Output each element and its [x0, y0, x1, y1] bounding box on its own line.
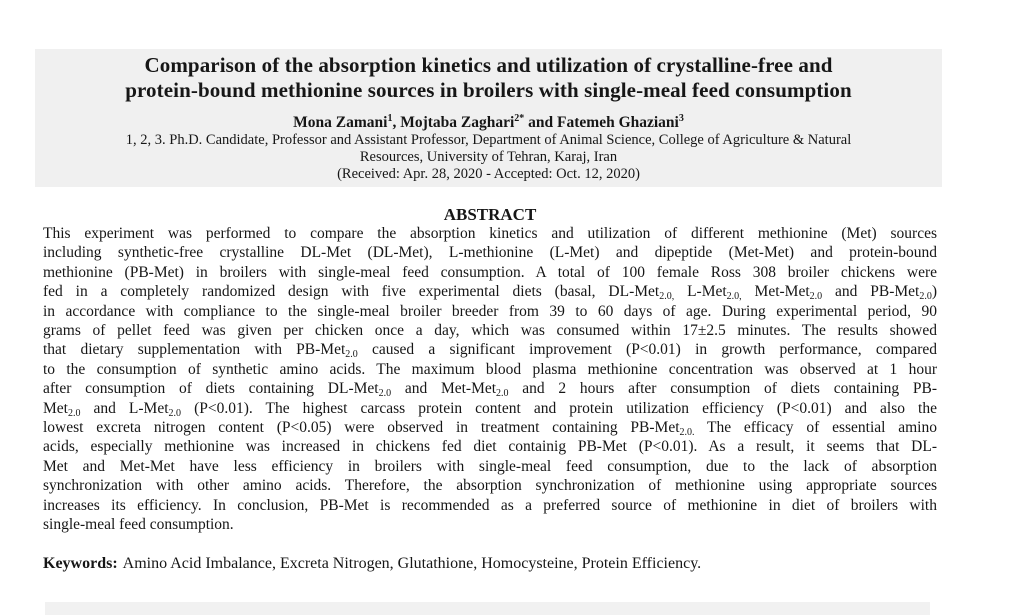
- abstract-line: fed in a completely randomized design with five experimental diets (basal, DL-Met$_{2.0,}$ L-Met$_{2.0,}$ Met-Met$_{2.0}$ and PB-Met$_{2.0}$): [43, 283, 938, 303]
- keywords-line: [43, 554, 937, 574]
- abstract-line: methionine (PB-Met) in broilers with single-meal feed consumption. A total of 100 female Ross 308 broiler chickens were: [43, 263, 937, 281]
- abstract-line: in accordance with compliance to the single-meal broiler breeder from 39 to 60 days of age. During experimental period, 90: [43, 302, 937, 320]
- abstract-line: This experiment was performed to compare the absorption kinetics and utilization of different methionine (Met) sources: [43, 225, 937, 242]
- abstract-line: increases its efficiency. In conclusion, PB-Met is recommended as a preferred source of methionine in diet of broilers with: [43, 496, 937, 514]
- abstract-body: [43, 224, 937, 535]
- abstract-line: single-meal feed consumption.: [43, 516, 234, 534]
- keywords-label: Keywords:: [43, 555, 118, 572]
- abstract-line: acids, especially methionine was increased in chickens fed diet containig PB-Met (P<0.01). As a result, it seems that DL-: [43, 438, 937, 456]
- abstract-line: grams of pellet feed was given per chicken once a day, which was consumed within 17±2.5 minutes. The results showed: [43, 322, 937, 340]
- bottom-page-strip: [45, 602, 930, 615]
- abstract-heading: ABSTRACT: [443, 205, 537, 224]
- abstract-line: synchronization with other amino acids. Therefore, the absorption synchronization of methionine using appropriate sources: [43, 477, 937, 495]
- abstract-line: to the consumption of synthetic amino acids. The maximum blood plasma methionine concentration was observed at 1 hour: [43, 360, 937, 378]
- paper-title-line: Comparison of the absorption kinetics and utilization of crystalline-free and: [144, 53, 833, 77]
- paper-title-line: protein-bound methionine sources in broilers with single-meal feed consumption: [125, 78, 852, 102]
- paper-header-panel: [35, 49, 942, 187]
- abstract-line: Met$_{2.0}$ and L-Met$_{2.0}$ (P<0.01). The highest carcass protein content and protein utilization efficiency (P<0.01) and also the: [43, 399, 937, 419]
- abstract-line: after consumption of diets containing DL-Met$_{2.0}$ and Met-Met$_{2.0}$ and 2 hours after consumption of diets containing PB-: [43, 380, 937, 400]
- authors-line: Mona Zamani$^1$, Mojtaba Zaghari$^{2*}$ and Fatemeh Ghaziani$^3$: [293, 113, 684, 131]
- abstract-line: Met and Met-Met have less efficiency in broilers with single-meal feed consumption, due to the lack of absorption: [43, 457, 937, 475]
- abstract-line: lowest excreta nitrogen content (P<0.05) were observed in treatment containing PB-Met$_{2.0.}$ The efficacy of essential amino: [43, 419, 937, 439]
- affiliation-block: [35, 132, 942, 166]
- abstract-line: including synthetic-free crystalline DL-Met (DL-Met), L-methionine (L-Met) and dipeptide (Met-Met) and protein-bound: [43, 244, 937, 262]
- affiliation-line: 1, 2, 3. Ph.D. Candidate, Professor and Assistant Professor, Department of Animal Science, College of Agriculture & Natural: [125, 132, 852, 148]
- paper-title: [35, 49, 942, 103]
- received-accepted-line: (Received: Apr. 28, 2020 - Accepted: Oct. 12, 2020): [337, 166, 640, 182]
- affiliation-line: Resources, University of Tehran, Karaj, Iran: [359, 149, 618, 165]
- abstract-line: that dietary supplementation with PB-Met$_{2.0}$ caused a significant improvement (P<0.01) in growth performance, compared: [43, 341, 937, 361]
- keywords-values: Amino Acid Imbalance, Excreta Nitrogen, Glutathione, Homocysteine, Protein Efficiency.: [122, 555, 702, 572]
